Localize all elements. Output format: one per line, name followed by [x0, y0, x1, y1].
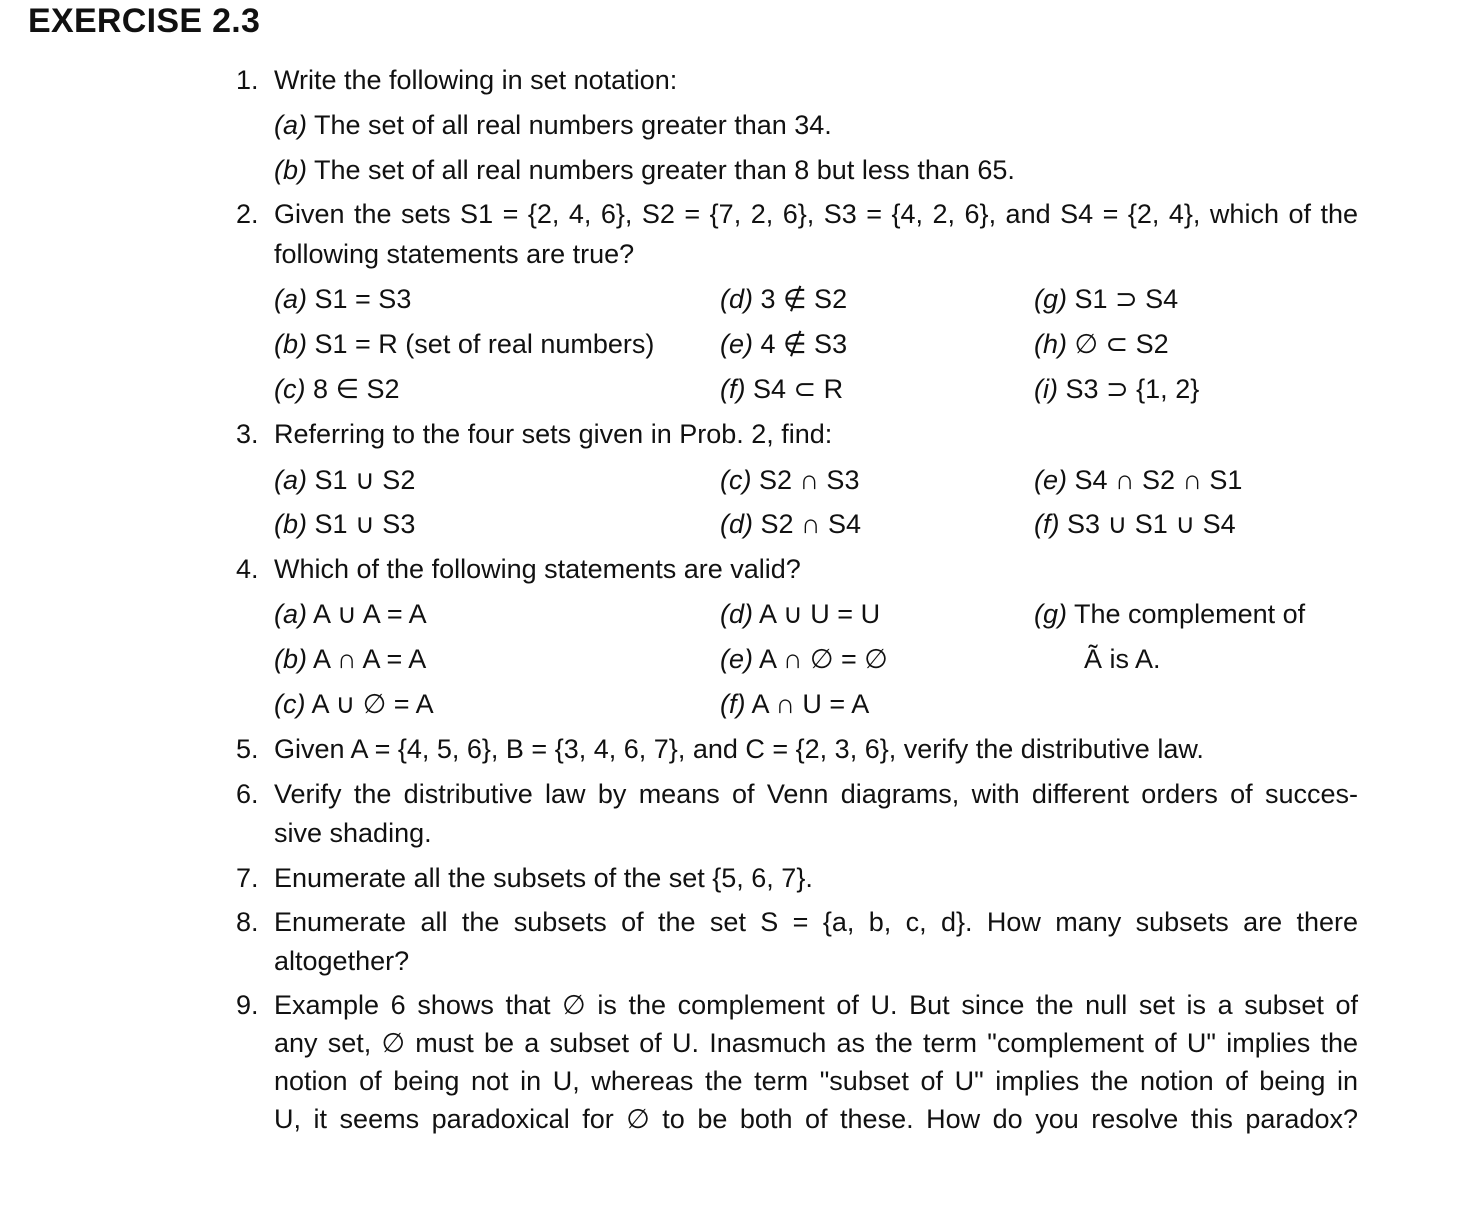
problem-3-part-f	[1034, 506, 1236, 542]
part-label: (g)	[1034, 599, 1067, 629]
problem-4-part-b	[274, 641, 426, 677]
problem-2-part-a	[274, 281, 411, 317]
problem-3-part-d	[720, 506, 861, 542]
part-label: (i)	[1034, 374, 1058, 404]
part-label: (f)	[720, 374, 746, 404]
part-text: S3 ⊃ {1, 2}	[1065, 374, 1200, 404]
part-label: (c)	[274, 374, 306, 404]
part-text: S1 = R (set of real numbers)	[314, 329, 655, 359]
part-text: 4 ∉ S3	[760, 329, 848, 359]
part-text: A ∪ ∅ = A	[311, 689, 434, 719]
problem-9-text-line-2: any set, ∅ must be a subset of U. Inasmuch as the term "complement of U" implies the	[274, 1028, 1358, 1058]
problem-4-part-a	[274, 596, 427, 632]
part-label: (e)	[720, 644, 753, 674]
problem-4-part-e	[720, 641, 888, 677]
problem-2-number: 2.	[236, 199, 259, 229]
part-label: (d)	[720, 284, 753, 314]
part-text: A ∩ A = A	[313, 644, 427, 674]
part-label: (b)	[274, 155, 307, 185]
problem-5-text: Given A = {4, 5, 6}, B = {3, 4, 6, 7}, and C = {2, 3, 6}, verify the distributive law.	[274, 734, 1204, 764]
part-text: S2 ∩ S3	[759, 465, 860, 495]
problem-2-part-e	[720, 326, 847, 362]
part-text: 8 ∈ S2	[313, 374, 400, 404]
problem-6-number: 6.	[236, 779, 259, 809]
problem-9-text-line-3: notion of being not in U, whereas the term "subset of U" implies the notion of being in	[274, 1066, 1358, 1096]
problem-5-number: 5.	[236, 734, 259, 764]
part-label: (a)	[274, 110, 307, 140]
problem-1-text: Write the following in set notation:	[274, 65, 678, 95]
problem-4-part-g-continuation: Ã is A.	[1084, 644, 1161, 674]
problem-3-text: Referring to the four sets given in Prob. 2, find:	[274, 419, 833, 449]
problem-4-part-d	[720, 596, 880, 632]
problem-2-part-c	[274, 371, 400, 407]
part-label: (b)	[274, 644, 307, 674]
problem-4-number: 4.	[236, 554, 259, 584]
problem-1-part-a	[274, 107, 832, 143]
problem-2-part-g	[1034, 281, 1178, 317]
part-label: (f)	[720, 689, 746, 719]
problem-3-part-a	[274, 462, 415, 498]
part-text: The set of all real numbers greater than 34.	[314, 110, 832, 140]
problem-8-text-line-1: Enumerate all the subsets of the set S = {a, b, c, d}. How many subsets are there	[274, 907, 1358, 937]
problem-3-part-e	[1034, 462, 1242, 498]
problem-4-part-c	[274, 686, 434, 722]
part-text: 3 ∉ S2	[760, 284, 848, 314]
problem-2-part-b	[274, 326, 654, 362]
part-label: (h)	[1034, 329, 1067, 359]
part-label: (d)	[720, 509, 753, 539]
part-text: A ∩ ∅ = ∅	[759, 644, 888, 674]
part-text: S4 ∩ S2 ∩ S1	[1074, 465, 1243, 495]
problem-1-part-b	[274, 152, 1015, 188]
problem-2-part-f	[720, 371, 843, 407]
problem-2-part-h	[1034, 326, 1169, 362]
problem-7-number: 7.	[236, 863, 259, 893]
part-label: (b)	[274, 509, 307, 539]
problem-9-number: 9.	[236, 990, 259, 1020]
problem-8-text-line-2: altogether?	[274, 946, 410, 976]
problem-1-number: 1.	[236, 65, 259, 95]
part-text: S1 ⊃ S4	[1074, 284, 1179, 314]
problem-4-text: Which of the following statements are valid?	[274, 554, 801, 584]
part-label: (a)	[274, 465, 307, 495]
part-text: S2 ∩ S4	[760, 509, 861, 539]
problem-3-number: 3.	[236, 419, 259, 449]
problem-3-part-c	[720, 462, 859, 498]
problem-4-part-g	[1034, 596, 1305, 632]
part-text: A ∪ A = A	[313, 599, 427, 629]
problem-9-text-line-1: Example 6 shows that ∅ is the complement of U. But since the null set is a subset of	[274, 990, 1358, 1020]
part-text: S4 ⊂ R	[753, 374, 844, 404]
problem-2-text-line-2: following statements are true?	[274, 239, 635, 269]
part-label: (c)	[720, 465, 752, 495]
problem-3-part-b	[274, 506, 415, 542]
problem-9-text-line-4: U, it seems paradoxical for ∅ to be both of these. How do you resolve this paradox?	[274, 1104, 1358, 1134]
part-text: ∅ ⊂ S2	[1074, 329, 1169, 359]
part-label: (c)	[274, 689, 306, 719]
problem-6-text-line-2: sive shading.	[274, 818, 432, 848]
problem-2-part-i	[1034, 371, 1199, 407]
problem-2-part-d	[720, 281, 847, 317]
problem-4-part-f	[720, 686, 869, 722]
part-label: (g)	[1034, 284, 1067, 314]
part-text: A ∪ U = U	[759, 599, 881, 629]
part-text: The complement of	[1074, 599, 1306, 629]
part-text: The set of all real numbers greater than 8 but less than 65.	[314, 155, 1015, 185]
part-label: (d)	[720, 599, 753, 629]
part-label: (e)	[720, 329, 753, 359]
part-text: S1 = S3	[314, 284, 412, 314]
part-text: S3 ∪ S1 ∪ S4	[1067, 509, 1236, 539]
part-text: A ∩ U = A	[751, 689, 870, 719]
part-label: (a)	[274, 284, 307, 314]
part-text: S1 ∪ S3	[314, 509, 416, 539]
problem-2-text-line-1: Given the sets S1 = {2, 4, 6}, S2 = {7, 2, 6}, S3 = {4, 2, 6}, and S4 = {2, 4}, which of the	[274, 199, 1358, 229]
problem-8-number: 8.	[236, 907, 259, 937]
part-text: S1 ∪ S2	[314, 465, 416, 495]
part-label: (e)	[1034, 465, 1067, 495]
part-label: (f)	[1034, 509, 1060, 539]
problem-7-text: Enumerate all the subsets of the set {5, 6, 7}.	[274, 863, 813, 893]
problem-6-text-line-1: Verify the distributive law by means of Venn diagrams, with different orders of succes-	[274, 779, 1358, 809]
part-label: (a)	[274, 599, 307, 629]
part-label: (b)	[274, 329, 307, 359]
exercise-heading: EXERCISE 2.3	[28, 2, 261, 40]
